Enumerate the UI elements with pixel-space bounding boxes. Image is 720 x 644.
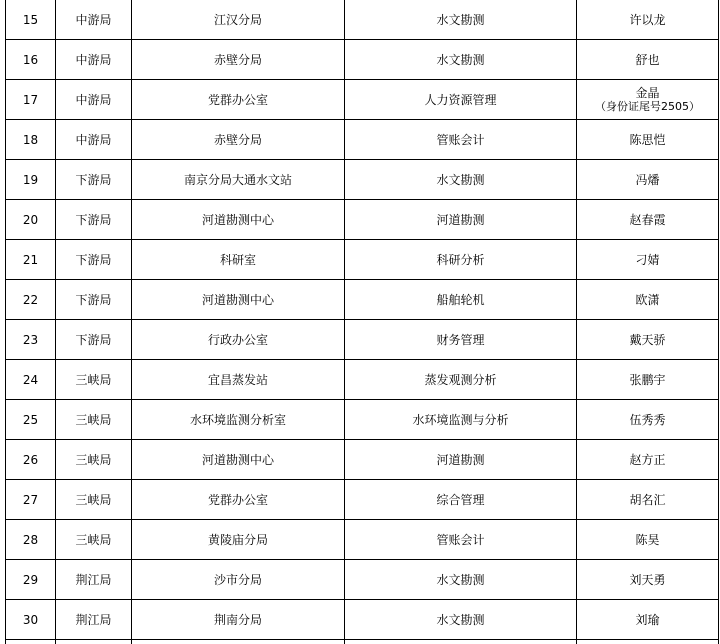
cell-position [345,640,577,644]
cell-name: 冯燔 [577,160,719,200]
cell-position: 人力资源管理 [345,80,577,120]
cell-unit: 河道勘测中心 [132,440,345,480]
cell-position: 水文勘测 [345,560,577,600]
table-row [6,0,719,40]
id-suffix-note: （身份证尾号2505） [595,99,700,113]
cell-position: 水文勘测 [345,160,577,200]
cell-position: 水文勘测 [345,40,577,80]
table-row [6,640,719,644]
cell-bureau: 三峡局 [56,440,132,480]
cell-bureau: 下游局 [56,160,132,200]
cell-unit: 科研室 [132,240,345,280]
cell-name: 舒也 [577,40,719,80]
cell-name: 赵方正 [577,440,719,480]
table-row [6,320,719,360]
cell-number: 17 [6,80,56,120]
cell-name [577,80,719,120]
cell-number: 18 [6,120,56,160]
cell-position: 财务管理 [345,320,577,360]
cell-unit [132,640,345,644]
cell-unit: 宜昌蒸发站 [132,360,345,400]
cell-bureau: 三峡局 [56,520,132,560]
cell-number: 30 [6,600,56,640]
table-row [6,440,719,480]
cell-position: 综合管理 [345,480,577,520]
cell-number: 15 [6,0,56,40]
cell-bureau: 下游局 [56,240,132,280]
cell-name: 赵春霞 [577,200,719,240]
table-row [6,160,719,200]
cell-position: 水环境监测与分析 [345,400,577,440]
cell-bureau: 荆江局 [56,600,132,640]
cell-name: 刘瑜 [577,600,719,640]
cell-number: 24 [6,360,56,400]
table-row [6,480,719,520]
cell-position: 管账会计 [345,120,577,160]
table-row [6,240,719,280]
cell-unit: 党群办公室 [132,80,345,120]
cell-bureau: 三峡局 [56,400,132,440]
cell-bureau: 荆江局 [56,560,132,600]
cell-bureau: 中游局 [56,120,132,160]
cell-name: 刘天勇 [577,560,719,600]
cell-unit: 黄陵庙分局 [132,520,345,560]
cell-position: 水文勘测 [345,0,577,40]
table-row [6,40,719,80]
cell-name: 戴天骄 [577,320,719,360]
cell-unit: 沙市分局 [132,560,345,600]
cell-unit: 南京分局大通水文站 [132,160,345,200]
cell-number: 22 [6,280,56,320]
table-row [6,360,719,400]
cell-name: 刁婧 [577,240,719,280]
cell-number: 29 [6,560,56,600]
cell-position: 河道勘测 [345,440,577,480]
cell-name [577,640,719,644]
cell-number [6,640,56,644]
table-row [6,80,719,120]
cell-name: 陈思恺 [577,120,719,160]
cell-unit: 行政办公室 [132,320,345,360]
cell-position: 河道勘测 [345,200,577,240]
cell-number: 25 [6,400,56,440]
cell-bureau: 下游局 [56,200,132,240]
table-row [6,120,719,160]
table-row [6,520,719,560]
table-row [6,280,719,320]
cell-position: 蒸发观测分析 [345,360,577,400]
cell-position: 船舶轮机 [345,280,577,320]
cell-bureau [56,640,132,644]
cell-name: 胡名汇 [577,480,719,520]
cell-bureau: 三峡局 [56,480,132,520]
cell-bureau: 中游局 [56,0,132,40]
cell-unit: 河道勘测中心 [132,280,345,320]
cell-unit: 荆南分局 [132,600,345,640]
cell-unit: 赤壁分局 [132,40,345,80]
cell-name: 欧潇 [577,280,719,320]
cell-name: 伍秀秀 [577,400,719,440]
cell-number: 28 [6,520,56,560]
cell-position: 水文勘测 [345,600,577,640]
cell-unit: 江汉分局 [132,0,345,40]
cell-number: 27 [6,480,56,520]
table-row [6,400,719,440]
cell-name: 陈昊 [577,520,719,560]
cell-unit: 河道勘测中心 [132,200,345,240]
cell-number: 21 [6,240,56,280]
cell-bureau: 中游局 [56,40,132,80]
cell-bureau: 下游局 [56,280,132,320]
cell-bureau: 中游局 [56,80,132,120]
cell-number: 20 [6,200,56,240]
person-name: 金晶 [635,85,660,100]
cell-name: 许以龙 [577,0,719,40]
cell-bureau: 三峡局 [56,360,132,400]
cell-unit: 党群办公室 [132,480,345,520]
cell-bureau: 下游局 [56,320,132,360]
cell-unit: 水环境监测分析室 [132,400,345,440]
personnel-table [5,0,719,644]
table-row [6,600,719,640]
table-row [6,560,719,600]
cell-position: 管账会计 [345,520,577,560]
cell-unit: 赤壁分局 [132,120,345,160]
cell-number: 16 [6,40,56,80]
table-row [6,200,719,240]
cell-position: 科研分析 [345,240,577,280]
cell-number: 19 [6,160,56,200]
table-body [6,0,719,644]
cell-name: 张鹏宇 [577,360,719,400]
cell-number: 26 [6,440,56,480]
cell-number: 23 [6,320,56,360]
